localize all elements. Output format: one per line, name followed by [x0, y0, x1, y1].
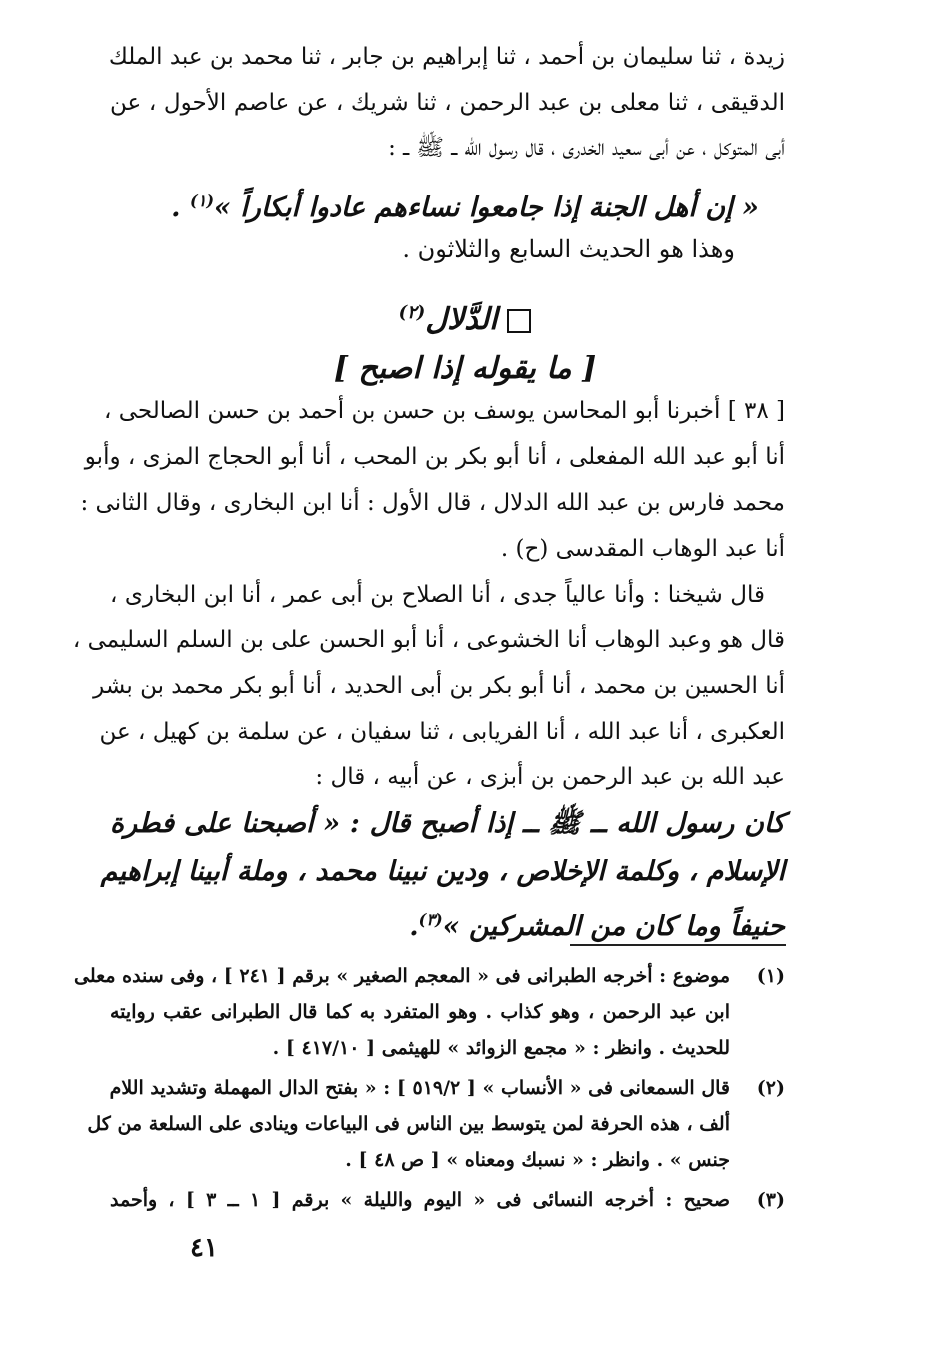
section-subtitle: [ ما يقوله إذا اصبح ]: [333, 351, 597, 386]
hadith-end: .: [171, 192, 190, 223]
body-line: أنا أبو عبد الله المفعلى ، أنا أبو بكر بن المحب ، أنا أبو الحجاج المزى ، وأبو: [84, 444, 785, 470]
footnote-separator: [570, 944, 786, 946]
footnote-line: صحيح : أخرجه النسائى فى « اليوم والليلة » برقم [ ١ ــ ٣ ] ، وأحمد: [110, 1189, 730, 1211]
hadith-text: حنيفاً وما كان من المشركين »: [442, 911, 785, 942]
body-line: محمد فارس بن عبد الله الدلال ، قال الأول : أنا ابن البخارى ، وقال الثانى :: [80, 490, 785, 516]
hadith-line: الإسلام ، وكلمة الإخلاص ، ودين نبينا محمد ، وملة أبينا إبراهيم: [100, 856, 785, 887]
square-icon: [507, 309, 531, 333]
footnote-line: موضوع : أخرجه الطبرانى فى « المعجم الصغير » برقم [ ٢٤١ ] ، وفى سنده معلى: [74, 965, 730, 987]
body-line: أبى المتوكل ، عن أبى سعيد الخدرى ، قال رسول الله ــ ﷺ ــ :: [388, 135, 785, 161]
body-line: عبد الله بن عبد الرحمن بن أبزى ، عن أبيه ، قال :: [315, 764, 785, 790]
footnote-ref: (٢): [398, 302, 426, 323]
footnote-number: (١): [756, 965, 785, 987]
footnote-line: للحديث . وانظر : « مجمع الزوائد » للهيثمى [ ٤١٧/١٠ ] .: [272, 1037, 730, 1059]
body-line: العكبرى ، أنا عبد الله ، أنا الفريابى ، ثنا سفيان ، عن سلمة بن كهيل ، عن: [99, 719, 785, 745]
footnote-line: ابن عبد الرحمن ، وهو كذاب . وهو المتفرد به كما قال الطبرانى عقب روايته: [110, 1001, 730, 1023]
hadith-text: « إن أهل الجنة إذا جامعوا نساءهم عادوا أبكاراً »: [214, 192, 759, 223]
hadith-line: كان رسول الله ــ ﷺ ــ إذا أصبح قال : « أصبحنا على فطرة: [110, 808, 785, 839]
hadith-quote: [0, 178, 930, 231]
section-title: الدَّلال: [425, 302, 498, 337]
footnote-line: قال السمعانى فى « الأنساب » [ ٥١٩/٢ ] : « بفتح الدال المهملة وتشديد اللام: [109, 1077, 730, 1099]
footnote-ref: (٣): [418, 910, 443, 929]
closing-line: وهذا هو الحديث السابع والثلاثون .: [402, 235, 735, 263]
hadith-line: [409, 896, 785, 951]
footnote-line: جنس » . وانظر : « نسبك ومعناه » [ ص ٤٨ ] .: [345, 1149, 730, 1171]
body-line: الدقيقى ، ثنا معلى بن عبد الرحمن ، ثنا شريك ، عن عاصم الأحول ، عن: [110, 90, 785, 116]
body-line: أنا الحسين بن محمد ، أنا أبو بكر بن أبى الحديد ، أنا أبو بكر محمد بن بشر: [93, 673, 785, 699]
body-line: زيدة ، ثنا سليمان بن أحمد ، ثنا إبراهيم بن جابر ، ثنا محمد بن عبد الملك: [108, 44, 785, 70]
body-line: قال هو وعبد الوهاب أنا الخشوعى ، أنا أبو الحسن على بن السلم السليمى ،: [72, 627, 785, 653]
footnote-number: (٢): [756, 1077, 785, 1099]
footnote-ref: (١): [189, 191, 214, 210]
page-number: ٤١: [190, 1233, 218, 1263]
hadith-end: .: [409, 911, 419, 942]
body-line: [ ٣٨ ] أخبرنا أبو المحاسن يوسف بن حسن بن أحمد بن حسن الصالحى ،: [103, 398, 785, 424]
body-line: قال شيخنا : وأنا عالياً جدى ، أنا الصلاح بن أبى عمر ، أنا ابن البخارى ،: [110, 582, 765, 608]
body-line: أنا عبد الوهاب المقدسى (ح) .: [500, 536, 785, 562]
footnote-line: ألف ، هذه الحرفة لمن يتوسط بين الناس فى البياعات وينادى على السلعة من كل: [87, 1113, 730, 1135]
footnote-number: (٣): [756, 1189, 785, 1211]
section-heading: [0, 290, 930, 343]
